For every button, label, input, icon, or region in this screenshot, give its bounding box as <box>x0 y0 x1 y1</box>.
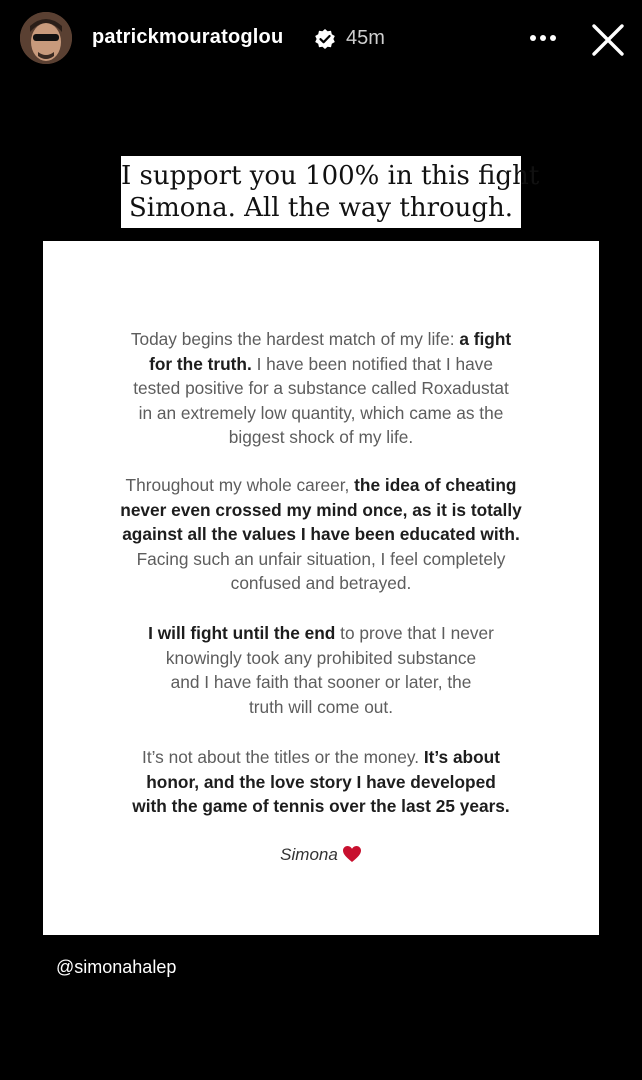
statement-line <box>43 745 599 770</box>
statement-line <box>43 794 599 819</box>
statement-card <box>43 241 599 935</box>
caption-line-2: Simona. All the way through. <box>128 193 514 223</box>
statement-line <box>43 547 599 572</box>
story-header <box>0 0 642 80</box>
bold-text: I will fight until the end <box>148 623 336 643</box>
more-dots-icon[interactable] <box>526 28 560 48</box>
statement-paragraph-4 <box>43 745 599 819</box>
statement-line <box>43 498 599 523</box>
text: in an extremely low quantity, which came as the <box>138 402 504 423</box>
text: Throughout my whole career, <box>125 475 355 495</box>
statement-line <box>43 473 599 498</box>
signature-name: Simona <box>280 845 338 864</box>
username[interactable]: patrickmouratoglou <box>92 26 284 48</box>
text: I have been notified that I have <box>251 353 493 374</box>
statement-line <box>43 621 599 646</box>
mention-tag[interactable]: @simonahalep <box>56 957 177 977</box>
statement-line <box>43 425 599 450</box>
text: Today begins the hardest match of my life: <box>130 329 460 349</box>
bold-text: It’s about <box>423 747 500 767</box>
text: truth will come out. <box>248 696 394 717</box>
statement-paragraph-2 <box>43 473 599 596</box>
statement-line <box>43 770 599 795</box>
bold-text: for the truth. <box>149 353 252 374</box>
bold-text: the idea of cheating <box>354 475 517 495</box>
statement-line <box>43 695 599 720</box>
statement-line <box>43 571 599 596</box>
statement-line <box>43 327 599 352</box>
statement-line <box>43 376 599 401</box>
statement-line <box>43 670 599 695</box>
verified-badge-icon <box>314 28 336 50</box>
text: It’s not about the titles or the money. <box>142 747 424 767</box>
text: knowingly took any prohibited substance <box>165 647 477 668</box>
text: confused and betrayed. <box>230 573 412 593</box>
statement-line <box>43 352 599 377</box>
bold-text: a fight <box>459 329 512 349</box>
statement-line <box>43 401 599 426</box>
caption-sticker <box>121 156 540 228</box>
text: and I have faith that sooner or later, the <box>170 672 472 692</box>
time-ago: 45m <box>346 27 385 49</box>
text: biggest shock of my life. <box>228 427 414 447</box>
signature <box>43 845 599 865</box>
bold-text: against all the values I have been educated with. <box>122 524 520 544</box>
statement-line <box>43 522 599 547</box>
avatar[interactable] <box>20 12 72 64</box>
bold-text: never even crossed my mind once, as it is totally <box>120 499 522 520</box>
text: tested positive for a substance called Roxadustat <box>133 378 509 398</box>
bold-text: with the game of tennis over the last 25 years. <box>132 796 510 816</box>
heart-icon <box>342 845 362 863</box>
statement-line <box>43 646 599 671</box>
statement-paragraph-1 <box>43 327 599 450</box>
close-icon[interactable] <box>588 20 628 60</box>
bold-text: honor, and the love story I have developed <box>146 771 496 792</box>
avatar-image <box>20 12 72 64</box>
text: Facing such an unfair situation, I feel completely <box>136 548 506 569</box>
statement-paragraph-3 <box>43 621 599 719</box>
caption-line-1: I support you 100% in this fight <box>121 161 540 191</box>
text: to prove that I never <box>335 623 494 643</box>
